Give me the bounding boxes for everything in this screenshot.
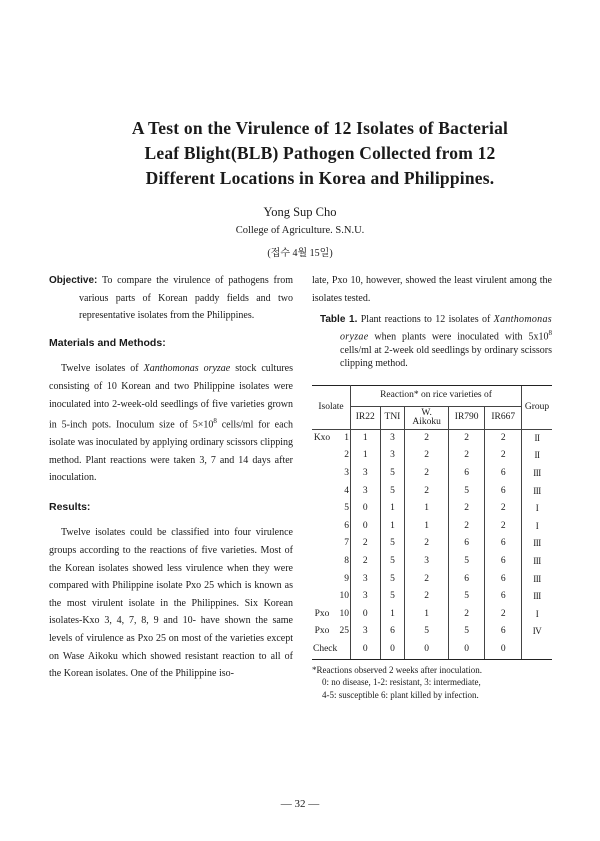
isolate-cell: 6 — [312, 518, 351, 536]
reaction-cell: 5 — [405, 623, 449, 641]
group-cell: III — [522, 535, 553, 553]
reaction-cell: 2 — [405, 447, 449, 465]
left-column — [49, 272, 293, 806]
reaction-cell: 2 — [405, 465, 449, 483]
isolate-cell: 10 — [312, 588, 351, 606]
reaction-cell: 2 — [405, 571, 449, 589]
reaction-cell: 1 — [380, 518, 405, 536]
reaction-cell: 5 — [380, 535, 405, 553]
reaction-cell: 2 — [405, 588, 449, 606]
table-notes — [312, 664, 552, 702]
isolate-cell: Kxo 1 — [312, 429, 351, 447]
table-row — [312, 500, 552, 518]
reaction-cell: 5 — [380, 588, 405, 606]
group-cell: I — [522, 606, 553, 624]
reaction-cell: 1 — [405, 606, 449, 624]
reaction-cell: 2 — [485, 606, 522, 624]
reaction-cell: 5 — [380, 553, 405, 571]
reaction-cell: 0 — [362, 520, 368, 531]
table-row — [312, 606, 552, 624]
author-name: Yong Sup Cho — [263, 205, 337, 219]
reaction-cell: 2 — [485, 447, 522, 465]
isolate-cell: Check — [312, 641, 351, 659]
paper-title — [60, 116, 580, 191]
reaction-cell: 6 — [485, 535, 522, 553]
group-cell: I — [522, 518, 553, 536]
reaction-cell: 6 — [485, 623, 522, 641]
table-row — [312, 518, 552, 536]
species-name: Xanthomonas oryzae — [340, 314, 552, 343]
reaction-cell: 3 — [405, 553, 449, 571]
reaction-cell: 2 — [448, 606, 485, 624]
reaction-cell: 1 — [405, 500, 449, 518]
received-date: (접수 4월 15일) — [267, 248, 333, 259]
reaction-cell: 2 — [485, 518, 522, 536]
table-note: *Reactions observed 2 weeks after inoculation. — [312, 664, 482, 675]
table-row — [312, 483, 552, 501]
group-cell: II — [522, 447, 553, 465]
reaction-cell: 1 — [380, 606, 405, 624]
reaction-cell: 1 — [405, 518, 449, 536]
page-number: — 32 — — [280, 798, 320, 810]
reaction-cell: 3 — [380, 429, 405, 447]
reaction-cell: 6 — [485, 465, 522, 483]
table-row — [312, 535, 552, 553]
reaction-cell: 6 — [485, 588, 522, 606]
author-affiliation: College of Agriculture. S.N.U. — [235, 225, 365, 236]
header-variety: IR790 — [448, 406, 485, 429]
title-line: A Test on the Virulence of 12 Isolates of Bacterial — [131, 118, 509, 138]
group-cell: I — [522, 500, 553, 518]
reaction-cell: 2 — [448, 518, 485, 536]
reaction-cell: 2 — [405, 429, 449, 447]
isolate-cell: 2 — [312, 447, 351, 465]
table-row — [312, 641, 552, 659]
objective-text: To compare the virulence of pathogens from various parts of Korean paddy fields and two representative isolates from the Philippines. — [79, 275, 293, 322]
reaction-cell: 2 — [448, 500, 485, 518]
reaction-cell: 2 — [362, 538, 368, 549]
table-note: 4-5: susceptible 6: plant killed by infection. — [322, 689, 479, 700]
reaction-cell: 5 — [380, 483, 405, 501]
table-row — [312, 447, 552, 465]
reaction-cell: 3 — [380, 447, 405, 465]
reaction-cell: 1 — [362, 450, 368, 461]
reaction-cell: 3 — [362, 468, 368, 479]
table-row — [312, 571, 552, 589]
reaction-cell: 2 — [448, 447, 485, 465]
group-cell: III — [522, 465, 553, 483]
reaction-cell: 3 — [362, 626, 368, 637]
materials-heading: Materials and Methods: — [49, 336, 166, 349]
table-note: 0: no disease, 1-2: resistant, 3: intermediate, — [322, 677, 481, 688]
group-cell: III — [522, 588, 553, 606]
reaction-cell: 2 — [405, 483, 449, 501]
reaction-cell: 6 — [380, 623, 405, 641]
reaction-cell: 0 — [448, 641, 485, 659]
header-variety: TNI — [380, 406, 405, 429]
isolate-cell: Pxo 10 — [312, 606, 351, 624]
table-row — [312, 429, 552, 447]
virulence-table — [312, 385, 552, 660]
table-row — [312, 588, 552, 606]
reaction-cell: 5 — [380, 465, 405, 483]
results-continuation: late, Pxo 10, however, showed the least virulent among the isolates tested. — [312, 275, 552, 304]
title-line: Leaf Blight(BLB) Pathogen Collected from 12 — [144, 143, 496, 163]
reaction-cell: 2 — [362, 556, 368, 567]
reaction-cell: 5 — [448, 483, 485, 501]
reaction-cell: 2 — [448, 429, 485, 447]
group-cell: III — [522, 483, 553, 501]
title-line: Different Locations in Korea and Philippines. — [145, 168, 495, 188]
group-cell: II — [522, 429, 553, 447]
reaction-cell: 0 — [405, 641, 449, 659]
table-label: Table 1. — [320, 314, 358, 326]
header-reaction: Reaction* on rice varieties of — [351, 385, 522, 406]
reaction-cell: 3 — [362, 591, 368, 602]
isolate-cell: Pxo 25 — [312, 623, 351, 641]
reaction-cell: 0 — [485, 641, 522, 659]
header-isolate: Isolate — [312, 385, 351, 429]
objective-paragraph — [49, 272, 293, 325]
reaction-cell: 6 — [448, 571, 485, 589]
header-variety: IR22 — [351, 406, 381, 429]
reaction-cell: 2 — [485, 429, 522, 447]
isolate-cell: 8 — [312, 553, 351, 571]
isolate-cell: 9 — [312, 571, 351, 589]
table-row — [312, 465, 552, 483]
results-paragraph: Twelve isolates could be classified into four virulence groups according to the reactions of five varieties. Most of the Korean isolates showed less virulence when they were compared with Philippine isolate Pxo 25 which is known as the most virulent isolate in the Philippines. Six Korean isolates-Kxo 3, 4, 7, 8, 9 and 10- have shown the same levels of virulence as Pxo 25 on most of the varieties except on Wase Aikoku which showed resistant reaction to all of the Korean isolates. One of the Philippine iso- — [49, 527, 293, 680]
group-cell: IV — [522, 623, 553, 641]
reaction-cell: 6 — [448, 535, 485, 553]
isolate-cell: 5 — [312, 500, 351, 518]
results-heading: Results: — [49, 500, 91, 513]
reaction-cell: 0 — [351, 641, 381, 659]
reaction-cell: 0 — [362, 608, 368, 619]
table-row — [312, 623, 552, 641]
materials-paragraph: Twelve isolates of Xanthomonas oryzae stock cultures consisting of 10 Korean and two Philippine isolates were inoculated into 2-week-old seedlings of five varieties grown in 5-inch pots. Inoculum size of $5\times 10^8$ cells/ml for each isolate was inoculated by applying ordinary scissors clipping method. Plant reactions were taken 3, 7 and 14 days after inoculation. — [49, 363, 294, 484]
reaction-cell: 5 — [448, 588, 485, 606]
objective-label: Objective: — [49, 275, 98, 286]
reaction-cell: 6 — [485, 571, 522, 589]
table-caption: Table 1. Plant reactions to 12 isolates of Xanthomonas oryzae when plants were inoculated with $5x10^8$ cells/ml at 2-week old seedlings by ordinary scissors clipping method. — [320, 314, 552, 370]
group-cell — [522, 641, 553, 659]
header-variety: IR667 — [485, 406, 522, 429]
header-group: Group — [522, 385, 553, 429]
group-cell: III — [522, 553, 553, 571]
reaction-cell: 3 — [362, 485, 368, 496]
species-name: Xanthomonas oryzae — [143, 363, 231, 375]
reaction-cell: 6 — [485, 483, 522, 501]
reaction-cell: 6 — [485, 553, 522, 571]
reaction-cell: 5 — [448, 553, 485, 571]
table-row — [312, 553, 552, 571]
reaction-cell: 1 — [380, 500, 405, 518]
isolate-cell: 7 — [312, 535, 351, 553]
right-column — [312, 272, 552, 701]
isolate-cell: 3 — [312, 465, 351, 483]
reaction-cell: 3 — [362, 573, 368, 584]
reaction-cell: 0 — [362, 503, 368, 514]
header-variety: W. Aikoku — [405, 406, 449, 429]
isolate-cell: 4 — [312, 483, 351, 501]
reaction-cell: 5 — [380, 571, 405, 589]
reaction-cell: 6 — [448, 465, 485, 483]
reaction-cell: 5 — [448, 623, 485, 641]
reaction-cell: 2 — [485, 500, 522, 518]
group-cell: III — [522, 571, 553, 589]
reaction-cell: 1 — [362, 432, 368, 443]
reaction-cell: 0 — [380, 641, 405, 659]
reaction-cell: 2 — [405, 535, 449, 553]
